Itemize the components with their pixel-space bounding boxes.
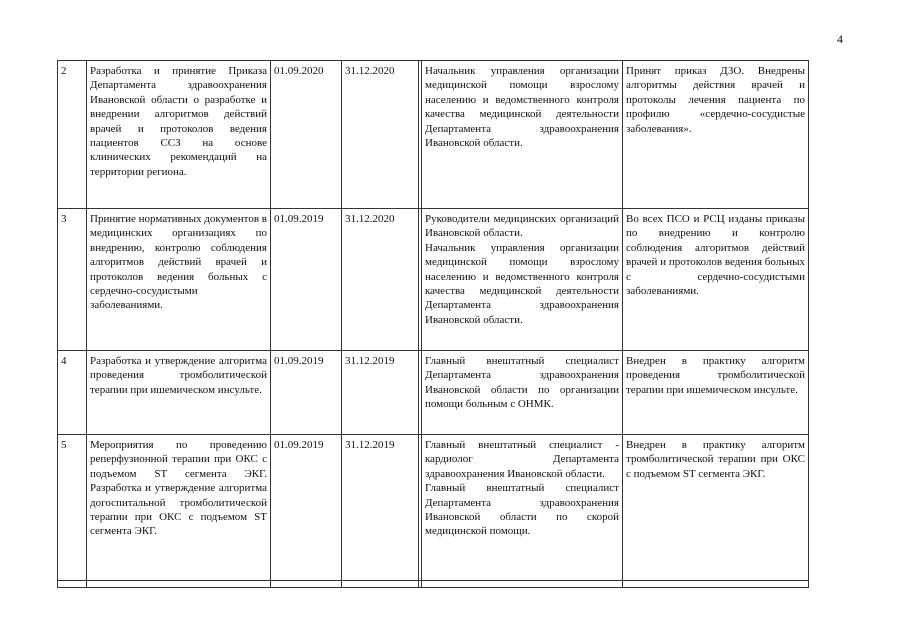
activity-cell: Разработка и утверждение алгоритма проведения тромболитической терапии при ишемическом инсульте. [87, 351, 271, 435]
row-number: 3 [58, 209, 87, 351]
empty-cell [87, 581, 271, 588]
end-date-cell: 31.12.2019 [342, 435, 419, 581]
row-number: 4 [58, 351, 87, 435]
table-row [58, 351, 809, 435]
start-date-cell: 01.09.2019 [271, 435, 342, 581]
responsible-line: Начальник управления организации медицинской помощи взрослому населению и ведомственного контроля качества медицинской деятельности Департамента здравоохранения Ивановской области. [425, 241, 619, 326]
row-number: 2 [58, 61, 87, 209]
result-cell: Внедрен в практику алгоритм проведения тромболитической терапии при ишемическом инсульте. [623, 351, 809, 435]
result-cell: Внедрен в практику алгоритм тромболитической терапии при ОКС с подъемом ST сегмента ЭКГ. [623, 435, 809, 581]
activity-cell: Мероприятия по проведению реперфузионной терапии при ОКС с подъемом ST сегмента ЭКГ. Разработка и утверждение алгоритма догоспитальной тромболитической терапии при ОКС с подъемом ST сегмента ЭКГ. [87, 435, 271, 581]
table-row [58, 61, 809, 209]
start-date-cell: 01.09.2019 [271, 351, 342, 435]
start-date-cell: 01.09.2019 [271, 209, 342, 351]
table-row-continuation [58, 581, 809, 588]
responsible-line: Начальник управления организации медицинской помощи взрослому населению и ведомственного контроля качества медицинской деятельности Департамента здравоохранения Ивановской области. [425, 65, 619, 150]
page-number: 4 [837, 32, 843, 46]
activities-table [57, 60, 809, 588]
activity-cell: Принятие нормативных документов в медицинских организациях по внедрению, контролю соблюдения алгоритмов действий врачей и протоколов ведения больных с сердечно-сосудистыми заболеваниями. [87, 209, 271, 351]
empty-cell [342, 581, 419, 588]
responsible-cell [422, 209, 623, 351]
result-cell: Во всех ПСО и РСЦ изданы приказы по внедрению и контролю соблюдения алгоритмов действий врачей и протоколов ведения больных с сердечно-сосудистыми заболеваниями. [623, 209, 809, 351]
empty-cell [58, 581, 87, 588]
table-row [58, 209, 809, 351]
end-date-cell: 31.12.2019 [342, 351, 419, 435]
row-number: 5 [58, 435, 87, 581]
responsible-cell [422, 351, 623, 435]
responsible-line: Главный внештатный специалист - кардиолог Департамента здравоохранения Ивановской области. [425, 439, 619, 480]
table-row [58, 435, 809, 581]
empty-cell [623, 581, 809, 588]
start-date-cell: 01.09.2020 [271, 61, 342, 209]
end-date-cell: 31.12.2020 [342, 209, 419, 351]
responsible-line: Главный внештатный специалист Департамента здравоохранения Ивановской области по скорой медицинской помощи. [425, 482, 619, 538]
responsible-line: Главный внештатный специалист Департамента здравоохранения Ивановской области по организации помощи больным с ОНМК. [425, 355, 619, 411]
responsible-cell [422, 435, 623, 581]
empty-cell [422, 581, 623, 588]
end-date-cell: 31.12.2020 [342, 61, 419, 209]
responsible-line: Руководители медицинских организаций Ивановской области. [425, 213, 619, 240]
responsible-cell [422, 61, 623, 209]
empty-cell [271, 581, 342, 588]
activity-cell: Разработка и принятие Приказа Департамента здравоохранения Ивановской области о разработке и внедрении алгоритмов действий врачей и протоколов ведения пациентов ССЗ на основе клинических рекомендаций на территории региона. [87, 61, 271, 209]
result-cell: Принят приказ ДЗО. Внедрены алгоритмы действия врачей и протоколы лечения пациента по профилю «сердечно-сосудистые заболевания». [623, 61, 809, 209]
